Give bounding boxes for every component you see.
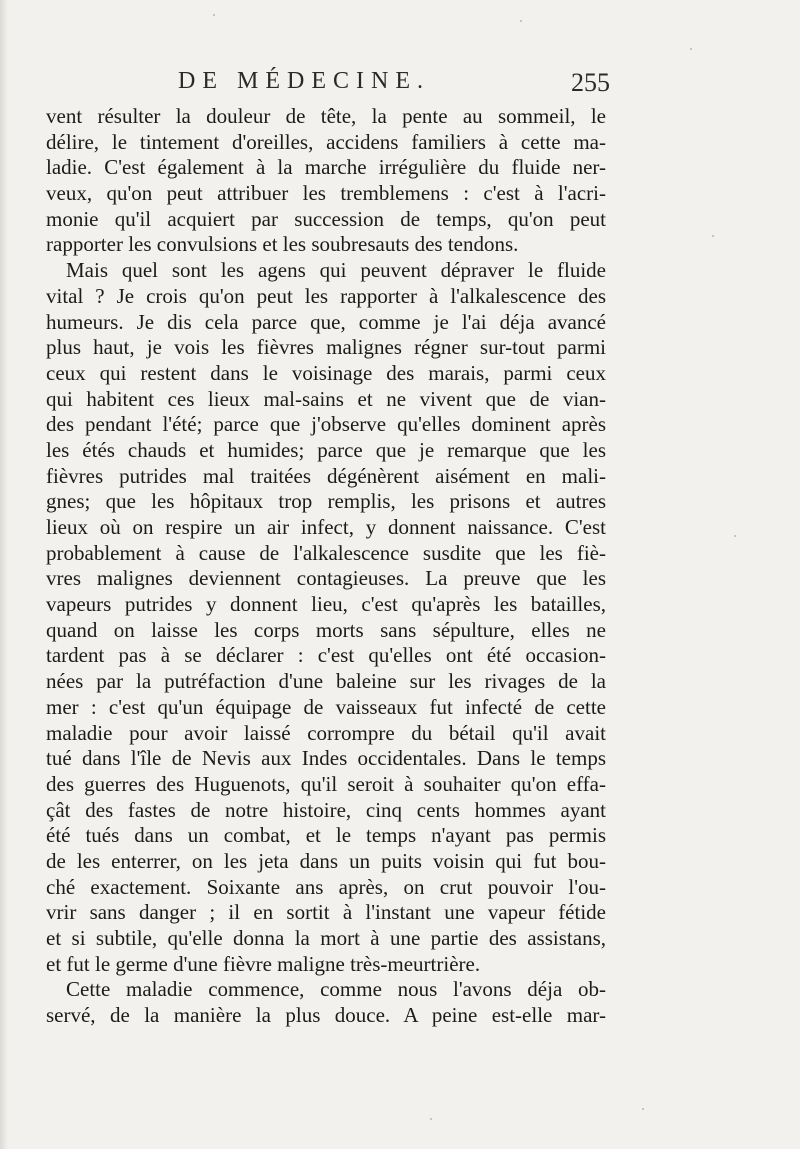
page-number: 255 (571, 68, 610, 97)
paper-speck (642, 1108, 644, 1110)
text-line: servé, de la manière la plus douce. A peine est-elle mar- (46, 1003, 606, 1028)
text-line: tué dans l'île de Nevis aux Indes occidentales. Dans le temps (46, 746, 606, 771)
text-line: humeurs. Je dis cela parce que, comme je l'ai déja avancé (46, 309, 606, 334)
text-line: délire, le tintement d'oreilles, accidens familiers à cette ma- (46, 129, 606, 154)
paper-speck (520, 20, 522, 22)
text-line: monie qu'il acquiert par succession de temps, qu'on peut (46, 206, 606, 231)
text-line: plus haut, je vois les fièvres malignes régner sur-tout parmi (46, 335, 606, 360)
text-line: été tués dans un combat, et le temps n'ayant pas permis (46, 823, 606, 848)
text-line: vapeurs putrides y donnent lieu, c'est qu'après les batailles, (46, 592, 606, 617)
text-line: Mais quel sont les agens qui peuvent dépraver le fluide (66, 258, 606, 283)
text-line: maladie pour avoir laissé corrompre du bétail qu'il avait (46, 720, 606, 745)
text-line: gnes; que les hôpitaux trop remplis, les prisons et autres (46, 489, 606, 514)
text-line: vent résulter la douleur de tête, la pente au sommeil, le (46, 104, 606, 128)
text-line: probablement à cause de l'alkalescence susdite que les fiè- (46, 540, 606, 565)
text-line: Cette maladie commence, comme nous l'avons déja ob- (66, 977, 606, 1002)
text-line: tardent pas à se déclarer : c'est qu'elles ont été occasion- (46, 643, 606, 668)
text-line: fièvres putrides mal traitées dégénèrent aisément en mali- (46, 463, 606, 488)
text-line: nées par la putréfaction d'une baleine sur les rivages de la (46, 669, 606, 694)
text-line: lieux où on respire un air infect, y donnent naissance. C'est (46, 515, 606, 539)
text-line: les étés chauds et humides; parce que je remarque que les (46, 437, 606, 462)
text-line: et si subtile, qu'elle donna la mort à une partie des assistans, (46, 926, 606, 950)
paper-speck (734, 535, 736, 537)
text-line: qui habitent ces lieux mal-sains et ne vivent que de vian- (46, 386, 606, 411)
paper-speck (213, 14, 215, 16)
text-line: rapporter les convulsions et les soubresauts des tendons. (46, 232, 519, 257)
paper-speck (430, 1118, 432, 1120)
text-line: et fut le germe d'une fièvre maligne très-meurtrière. (46, 951, 481, 976)
text-line: mer : c'est qu'un équipage de vaisseaux fut infecté de cette (46, 694, 606, 719)
text-line: vres malignes deviennent contagieuses. La preuve que les (46, 566, 606, 591)
text-line: des guerres des Huguenots, qu'il seroit à souhaiter qu'on effa- (46, 771, 606, 796)
paper-speck (690, 48, 692, 50)
page-edge-shadow (0, 0, 8, 1149)
text-line: veux, qu'on peut attribuer les tremblemens : c'est à l'acri- (46, 181, 606, 206)
body-text (46, 104, 606, 1029)
text-line: des pendant l'été; parce que j'observe qu'elles dominent après (46, 412, 606, 437)
text-line: ché exactement. Soixante ans après, on crut pouvoir l'ou- (46, 874, 606, 899)
running-head: DE MÉDECINE. (178, 68, 430, 94)
text-line: ceux qui restent dans le voisinage des marais, parmi ceux (46, 360, 606, 385)
text-line: çât des fastes de notre histoire, cinq cents hommes ayant (46, 797, 606, 822)
paper-speck (712, 235, 714, 237)
page-header (178, 66, 610, 106)
text-line: de les enterrer, on les jeta dans un puits voisin qui fut bou- (46, 848, 606, 873)
text-line: ladie. C'est également à la marche irrégulière du fluide ner- (46, 155, 606, 180)
text-line: quand on laisse les corps morts sans sépulture, elles ne (46, 617, 606, 642)
text-line: vital ? Je crois qu'on peut les rapporter à l'alkalescence des (46, 283, 606, 308)
text-line: vrir sans danger ; il en sortit à l'instant une vapeur fétide (46, 900, 606, 925)
